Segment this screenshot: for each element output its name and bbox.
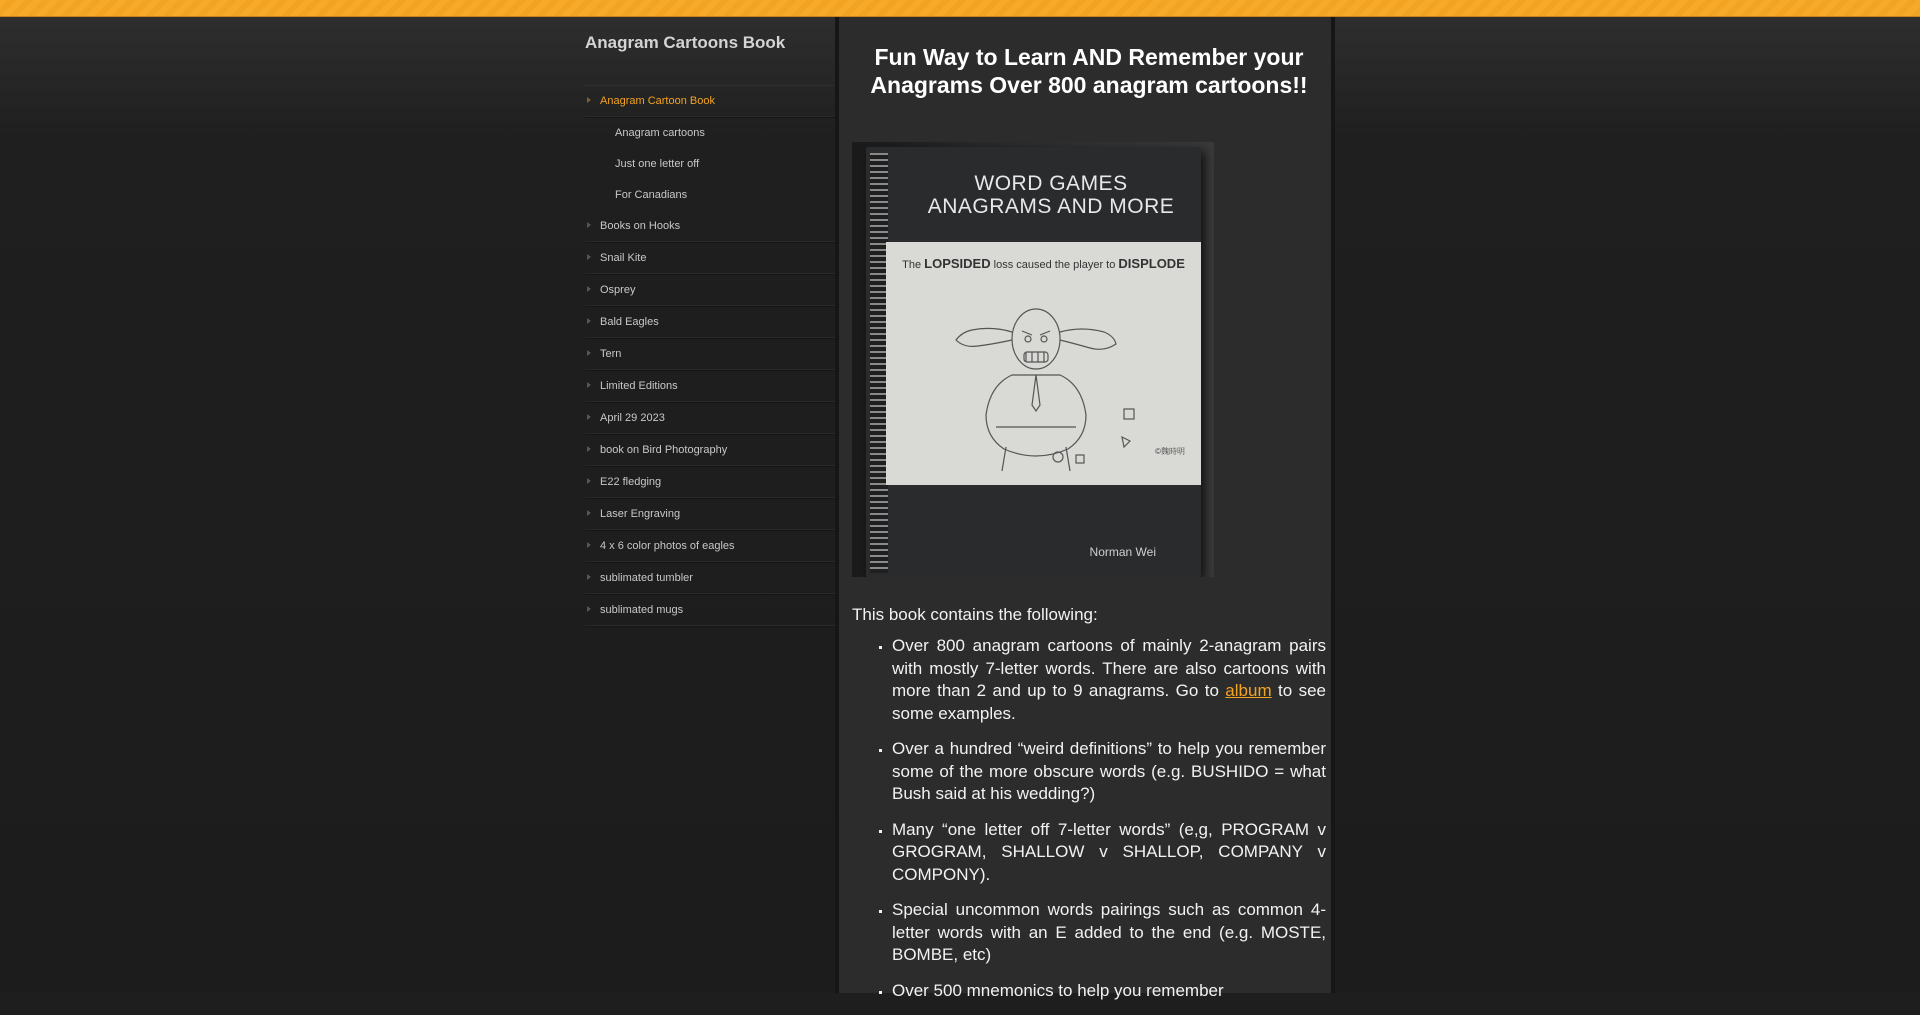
- bullet-arrow-icon: [587, 318, 591, 324]
- nav-item-just-one-letter-off[interactable]: [585, 149, 835, 179]
- nav-item-label[interactable]: E22 fledging: [600, 476, 662, 488]
- list-item: ▪ Many “one letter off 7-letter words” (e,g, PROGRAM v GROGRAM, SHALLOW v SHALLOP, COMPANY v COMPONY).: [892, 819, 1326, 887]
- artist-stamp: ©魏時明: [1155, 447, 1185, 456]
- sidebar-nav: [585, 85, 835, 627]
- list-item: [892, 635, 1326, 725]
- nav-item-label[interactable]: Osprey: [600, 284, 636, 296]
- nav-item-label[interactable]: 4 x 6 color photos of eagles: [600, 540, 735, 552]
- list-item: ▪ Over 500 mnemonics to help you remember: [892, 980, 1326, 1003]
- cartoon-page: [886, 242, 1201, 485]
- top-accent-bar: [0, 0, 1920, 17]
- album-link[interactable]: album: [1225, 681, 1272, 700]
- nav-item-sublimated-mugs[interactable]: [585, 595, 835, 626]
- nav-item-label[interactable]: For Canadians: [615, 189, 688, 201]
- bullet-arrow-icon: [587, 286, 591, 292]
- bullet-arrow-icon: [587, 254, 591, 260]
- bullet-arrow-icon: [587, 478, 591, 484]
- caption-word2: DISPLODE: [1118, 256, 1185, 271]
- bullet-arrow-icon: [587, 97, 591, 103]
- nav-item-label[interactable]: Anagram Cartoon Book: [600, 95, 715, 107]
- bullet-arrow-icon: [587, 414, 591, 420]
- nav-item-osprey[interactable]: [585, 275, 835, 306]
- nav-item-anagram-cartoon-book[interactable]: [585, 86, 835, 117]
- bullet-arrow-icon: [587, 446, 591, 452]
- bullet-arrow-icon: [587, 574, 591, 580]
- nav-item-tern[interactable]: [585, 339, 835, 370]
- bullet-arrow-icon: [587, 606, 591, 612]
- nav-item-label[interactable]: Anagram cartoons: [615, 127, 705, 139]
- nav-item-sublimated-tumbler[interactable]: [585, 563, 835, 594]
- contents-list: [852, 635, 1326, 1015]
- angry-player-cartoon: [926, 297, 1166, 477]
- nav-item-laser-engraving[interactable]: [585, 499, 835, 530]
- book-cover: [866, 147, 1201, 577]
- nav-item-label[interactable]: Tern: [600, 348, 622, 360]
- nav-item-for-canadians[interactable]: [585, 180, 835, 210]
- nav-item-label[interactable]: Bald Eagles: [600, 316, 659, 328]
- main-content: [835, 17, 1335, 1000]
- nav-item-book-on-bird-photography[interactable]: [585, 435, 835, 466]
- bullet-arrow-icon: [587, 542, 591, 548]
- nav-item-label[interactable]: April 29 2023: [600, 412, 665, 424]
- nav-item-april-29-2023[interactable]: [585, 403, 835, 434]
- book-heading-line2: ANAGRAMS AND MORE: [927, 195, 1175, 218]
- bullet-arrow-icon: [587, 510, 591, 516]
- site-title[interactable]: Anagram Cartoons Book: [585, 33, 786, 52]
- nav-item-label[interactable]: sublimated mugs: [600, 604, 684, 616]
- nav-item-label[interactable]: Just one letter off: [615, 158, 700, 170]
- nav-item-e22-fledging[interactable]: [585, 467, 835, 498]
- bullet-arrow-icon: [587, 350, 591, 356]
- intro-text: This book contains the following:: [852, 605, 1098, 624]
- list-item: ▪ Over a hundred “weird definitions” to help you remember some of the more obscure words (e.g. BUSHIDO = what Bush said at his wedding?): [892, 738, 1326, 806]
- book-cover-photo[interactable]: [852, 142, 1214, 577]
- book-author: Norman Wei: [1089, 545, 1156, 559]
- book-heading: [906, 172, 1196, 218]
- list-item-text: Over 800 anagram cartoons of mainly 2-anagram pairs with mostly 7-letter words. There are also cartoons with more than 2 and up to 9 anagrams. Go to: [892, 636, 1326, 700]
- nav-item-snail-kite[interactable]: [585, 243, 835, 274]
- cartoon-caption: [886, 254, 1201, 275]
- nav-item-limited-editions[interactable]: [585, 371, 835, 402]
- page-wrapper: [585, 17, 1335, 1000]
- list-item-text: to see some examples.: [892, 681, 1326, 723]
- nav-item-label[interactable]: Limited Editions: [600, 380, 678, 392]
- caption-word1: LOPSIDED: [924, 256, 991, 271]
- bullet-arrow-icon: [587, 382, 591, 388]
- sidebar: [585, 17, 835, 993]
- nav-item-color-photos-of-eagles[interactable]: [585, 531, 835, 562]
- nav-item-books-on-hooks[interactable]: [585, 211, 835, 242]
- book-heading-line1: WORD GAMES: [974, 172, 1128, 195]
- nav-item-label[interactable]: book on Bird Photography: [600, 444, 728, 456]
- bullet-arrow-icon: [587, 222, 591, 228]
- nav-item-bald-eagles[interactable]: [585, 307, 835, 338]
- list-item: ▪ Special uncommon words pairings such as common 4-letter words with an E added to the end (e.g. MOSTE, BOMBE, etc): [892, 899, 1326, 967]
- nav-item-label[interactable]: sublimated tumbler: [600, 572, 693, 584]
- nav-item-label[interactable]: Snail Kite: [600, 252, 647, 264]
- nav-item-label[interactable]: Laser Engraving: [600, 508, 681, 520]
- caption-mid: loss caused the player to: [990, 259, 1119, 271]
- caption-pre: The: [902, 259, 925, 271]
- page-title: Fun Way to Learn AND Remember your Anagrams Over 800 anagram cartoons!!: [870, 44, 1308, 98]
- nav-item-anagram-cartoons[interactable]: [585, 118, 835, 148]
- nav-item-label[interactable]: Books on Hooks: [600, 220, 681, 232]
